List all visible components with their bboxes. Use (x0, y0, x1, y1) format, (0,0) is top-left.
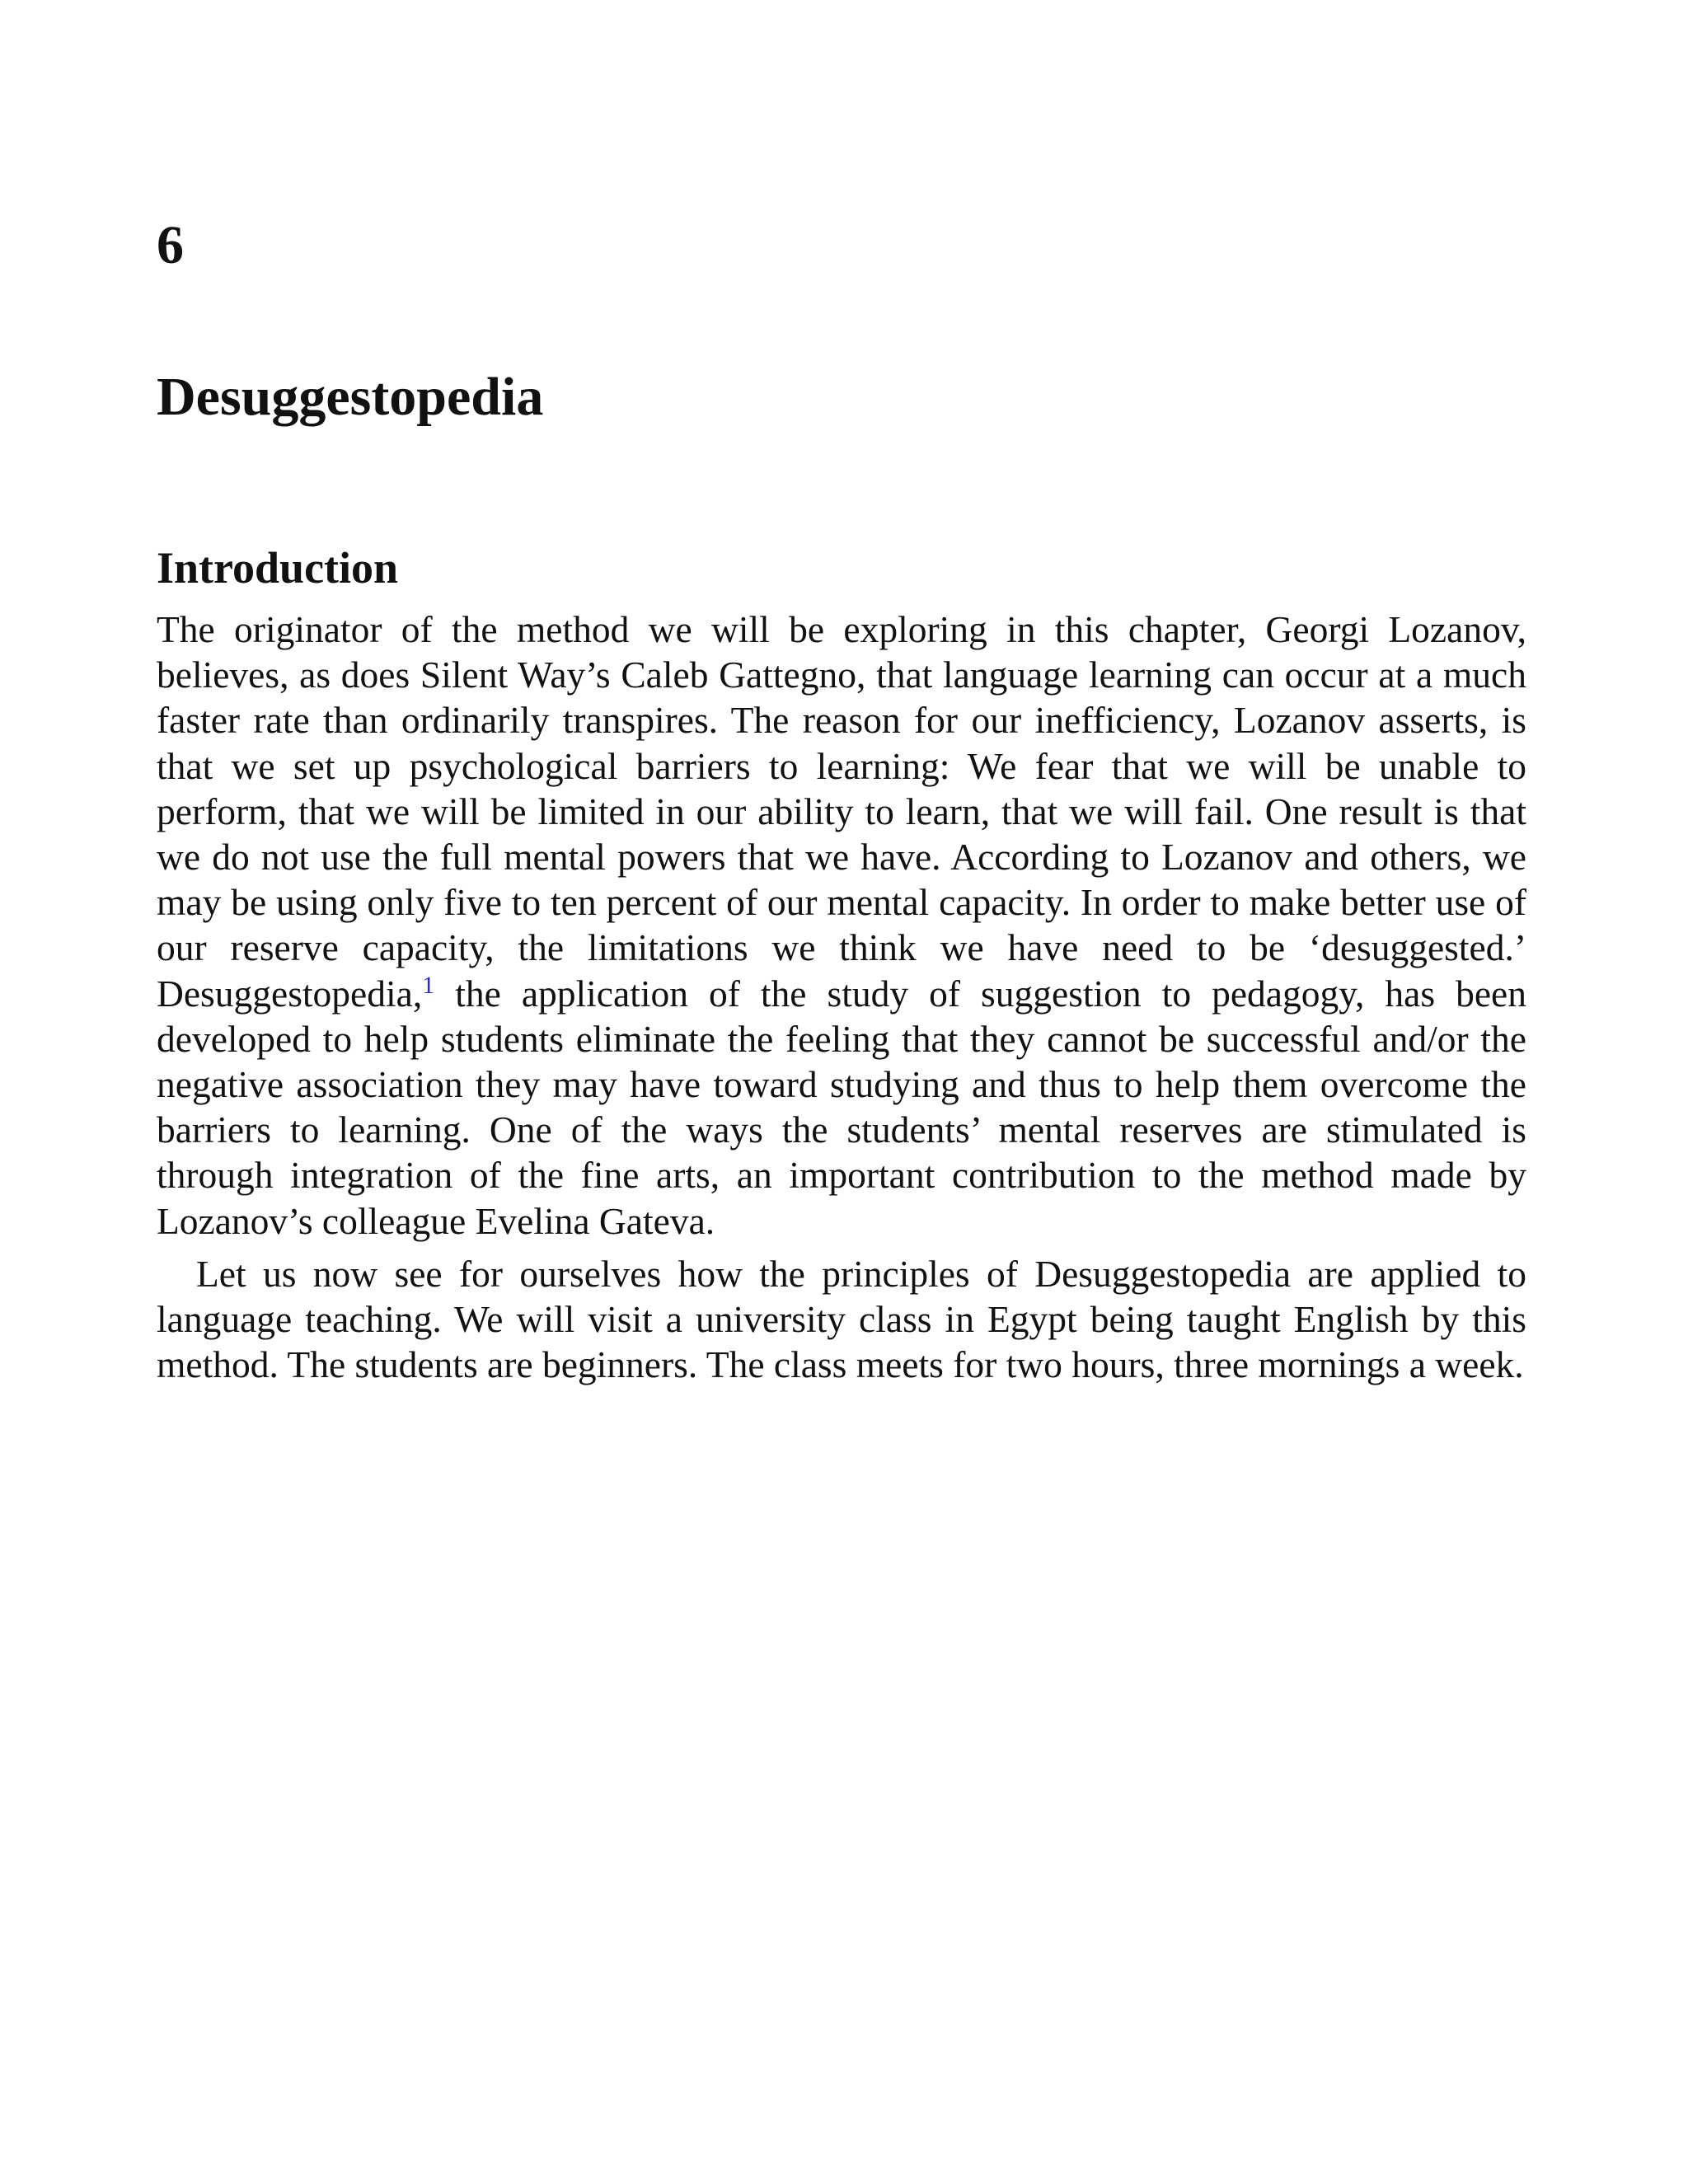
paragraph-intro-part2: the application of the study of suggestion to pedagogy, has been developed to help students eliminate the feeling that they cannot be successful and/or the negative association they may have toward studying and thus to help them overcome the barriers to learning. One of the ways the students’ mental reserves are stimulated is through integration of the fine arts, an important contribution to the method made by Lozanov’s colleague Evelina Gateva. (157, 972, 1526, 1242)
chapter-title: Desuggestopedia (157, 367, 544, 427)
paragraph-intro-part1: The originator of the method we will be exploring in this chapter, Georgi Lozanov, believes, as does Silent Way’s Caleb Gattegno, that language learning can occur at a much faster rate than ordinarily transpires. The reason for our inefficiency, Lozanov asserts, is that we set up psychological barriers to learning: We fear that we will be unable to perform, that we will be limited in our ability to learn, that we will fail. One result is that we do not use the full mental powers that we have. According to Lozanov and others, we may be using only five to ten percent of our mental capacity. In order to make better use of our reserve capacity, the limitations we think we have need to be ‘desuggested.’ Desuggestopedia, (157, 608, 1526, 1015)
paragraph-intro (157, 607, 1526, 1244)
paragraph-class-visit: Let us now see for ourselves how the principles of Desuggestopedia are applied to language teaching. We will visit a university class in Egypt being taught English by this method. The students are beginners. The class meets for two hours, three mornings a week. (157, 1252, 1526, 1386)
chapter-number: 6 (157, 215, 184, 275)
section-heading-introduction: Introduction (157, 543, 399, 593)
body-text (157, 607, 1526, 1387)
footnote-link-1[interactable]: 1 (422, 971, 435, 999)
